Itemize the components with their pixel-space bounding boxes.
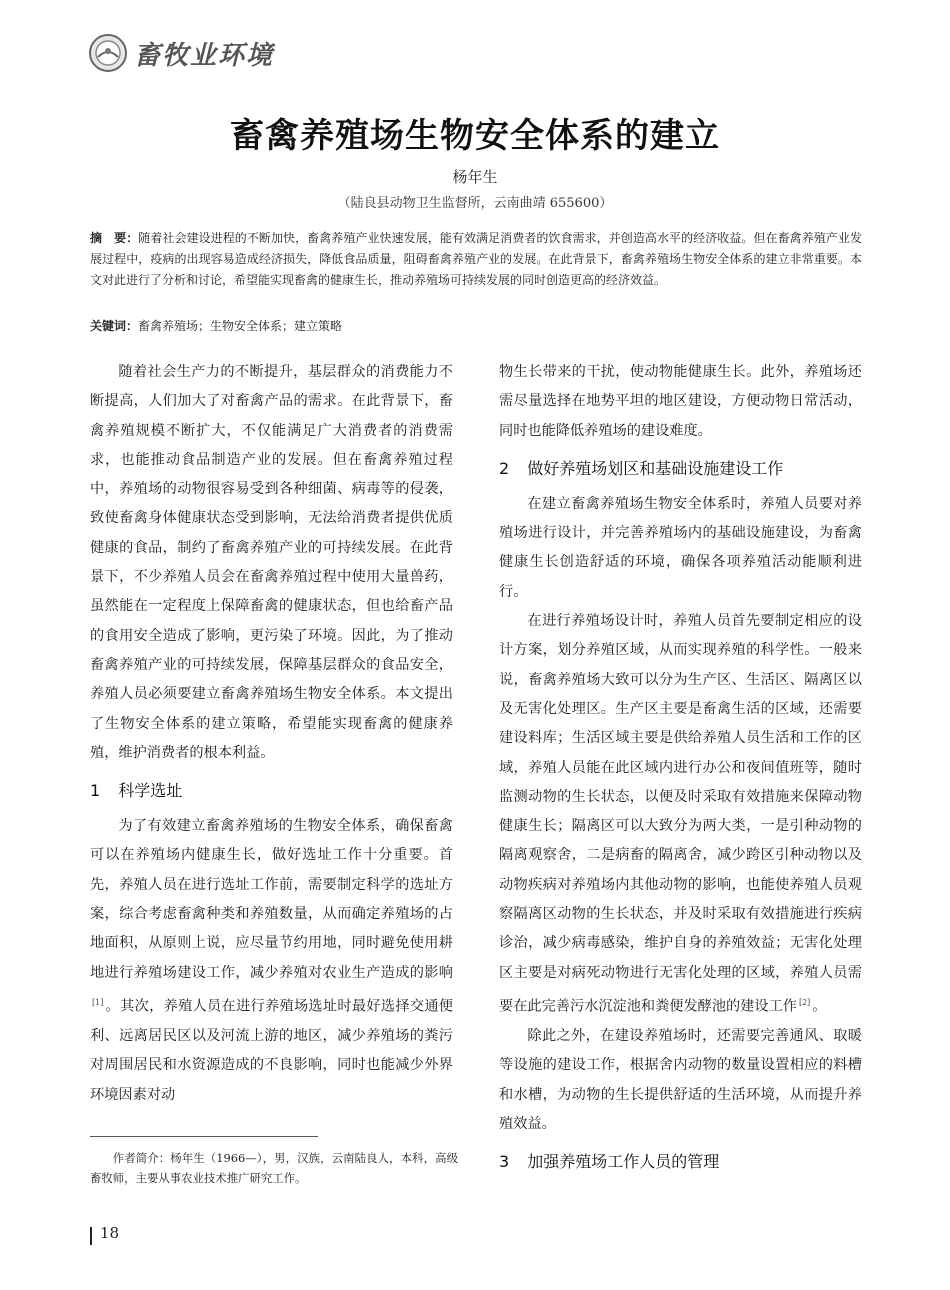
intro-paragraph: 随着社会生产力的不断提升，基层群众的消费能力不断提高，人们加大了对畜禽产品的需求。在此背景下，畜禽养殖规模不断扩大，不仅能满足广大消费者的消费需求，也能推动食品制造产业的发展。但在畜禽养殖过程中，养殖场的动物很容易受到各种细菌、病毒等的侵袭，致使畜禽身体健康状态受到影响，无法给消费者提供优质健康的食品，制约了畜禽养殖产业的可持续发展。在此背景下，不少养殖人员会在畜禽养殖过程中使用大量兽药，虽然能在一定程度上保障畜禽的健康状态，但也给畜产品的食用安全造成了影响，更污染了环境。因此，为了推动畜禽养殖产业的可持续发展，保障基层群众的食品安全，养殖人员必须要建立畜禽养殖场生物安全体系。本文提出了生物安全体系的建立策略，希望能实现畜禽的健康养殖，维护消费者的根本利益。 — [90, 364, 453, 761]
keywords — [90, 316, 862, 336]
continued-paragraph: 物生长带来的干扰，使动物能健康生长。此外，养殖场还需尽量选择在地势平坦的地区建设，方便动物日常活动，同时也能降低养殖场的建设难度。 — [499, 364, 862, 439]
section-heading-1 — [90, 776, 453, 806]
body-paragraph: 在建立畜禽养殖场生物安全体系时，养殖人员要对养殖场进行设计，并完善养殖场内的基础设施建设，为畜禽健康生长创造舒适的环境，确保各项养殖活动能顺利进行。 — [499, 495, 862, 600]
paper-author: 杨年生 — [452, 168, 498, 186]
abstract — [90, 228, 862, 291]
abstract-text: 随着社会建设进程的不断加快，畜禽养殖产业快速发展，能有效满足消费者的饮食需求，并创造高水平的经济收益。但在畜禽养殖产业发展过程中，疫病的出现容易造成经济损失，降低食品质量，阻碍畜禽养殖产业的发展。在此背景下，畜禽养殖场生物安全体系的建立非常重要。本文对此进行了分析和讨论，希望能实现畜禽的健康生长，推动养殖场可持续发展的同时创造更高的经济效益。 — [90, 231, 862, 287]
citation-ref: [2] — [798, 997, 811, 1007]
section-heading-2 — [499, 454, 862, 484]
body-paragraph — [499, 607, 862, 1022]
left-column — [90, 358, 453, 1110]
section-heading-3 — [499, 1147, 862, 1177]
paragraph-text: 。其次，养殖人员在进行养殖场选址时最好选择交通便利、远离居民区以及河流上游的地区，减少养殖场的粪污对周围居民和水资源造成的不良影响，同时也能减少外界环境因素对动 — [90, 998, 453, 1103]
section-title: 做好养殖场划区和基础设施建设工作 — [527, 458, 784, 478]
section-number: 3 — [499, 1152, 510, 1172]
keywords-label: 关键词： — [90, 319, 139, 333]
author-affiliation: （陆良县动物卫生监督所，云南曲靖 655600） — [337, 196, 613, 211]
page-number: 18 — [100, 1224, 120, 1242]
journal-header — [88, 30, 274, 76]
keywords-text: 畜禽养殖场；生物安全体系；建立策略 — [138, 319, 343, 333]
right-column — [499, 358, 862, 1183]
paper-title: 畜禽养殖场生物安全体系的建立 — [230, 116, 720, 156]
body-paragraph: 除此之外，在建设养殖场时，还需要完善通风、取暖等设施的建设工作，根据舍内动物的数量设置相应的料槽和水槽，为动物的生长提供舒适的生活环境，从而提升养殖效益。 — [499, 1027, 862, 1132]
section-title: 加强养殖场工作人员的管理 — [527, 1152, 720, 1172]
section-number: 2 — [499, 458, 510, 478]
paragraph-text: 在进行养殖场设计时，养殖人员首先要制定相应的设计方案，划分养殖区域，从而实现养殖的科学性。一般来说，畜禽养殖场大致可以分为生产区、生活区、隔离区以及无害化处理区。生产区主要是畜禽生活的区域，还需要建设料库；生活区域主要是供给养殖人员生活和工作的区域，养殖人员能在此区域内进行办公和夜间值班等，随时监测动物的生长状态，以便及时采取有效措施来保障动物健康生长；隔离区可以大致分为两大类，一是引种动物的隔离观察舍，二是病畜的隔离舍，减少跨区引种动物以及动物疾病对养殖场内其他动物的影响，也能使养殖人员观察隔离区动物的生长状态，并及时采取有效措施进行疾病诊治，减少病毒感染，维护自身的养殖效益；无害化处理区主要是对病死动物进行无害化处理的区域，养殖人员需要在此完善污水沉淀池和粪便发酵池的建设工作 — [499, 613, 862, 1015]
paragraph-text: 。 — [812, 998, 827, 1015]
journal-name: 畜牧业环境 — [134, 40, 275, 71]
abstract-label: 摘 要： — [90, 231, 139, 245]
author-footnote: 作者简介：杨年生（1966—），男，汉族，云南陆良人，本科，高级畜牧师，主要从事农业技术推广研究工作。 — [90, 1151, 458, 1185]
citation-ref: [1] — [92, 997, 104, 1007]
section-title: 科学选址 — [118, 781, 183, 801]
body-paragraph — [90, 812, 453, 1110]
page-number-bar — [90, 1227, 92, 1245]
footnote-divider — [90, 1136, 318, 1137]
paragraph-text: 为了有效建立畜禽养殖场的生物安全体系，确保畜禽可以在养殖场内健康生长，做好选址工作十分重要。首先，养殖人员在进行选址工作前，需要制定科学的选址方案，综合考虑畜禽种类和养殖数量，从而确定养殖场的占地面积，从原则上说，应尽量节约用地，同时避免使用耕地进行养殖场建设工作，减少养殖对农业生产造成的影响 — [90, 818, 453, 981]
section-number: 1 — [90, 781, 101, 801]
journal-emblem-icon — [88, 33, 128, 73]
